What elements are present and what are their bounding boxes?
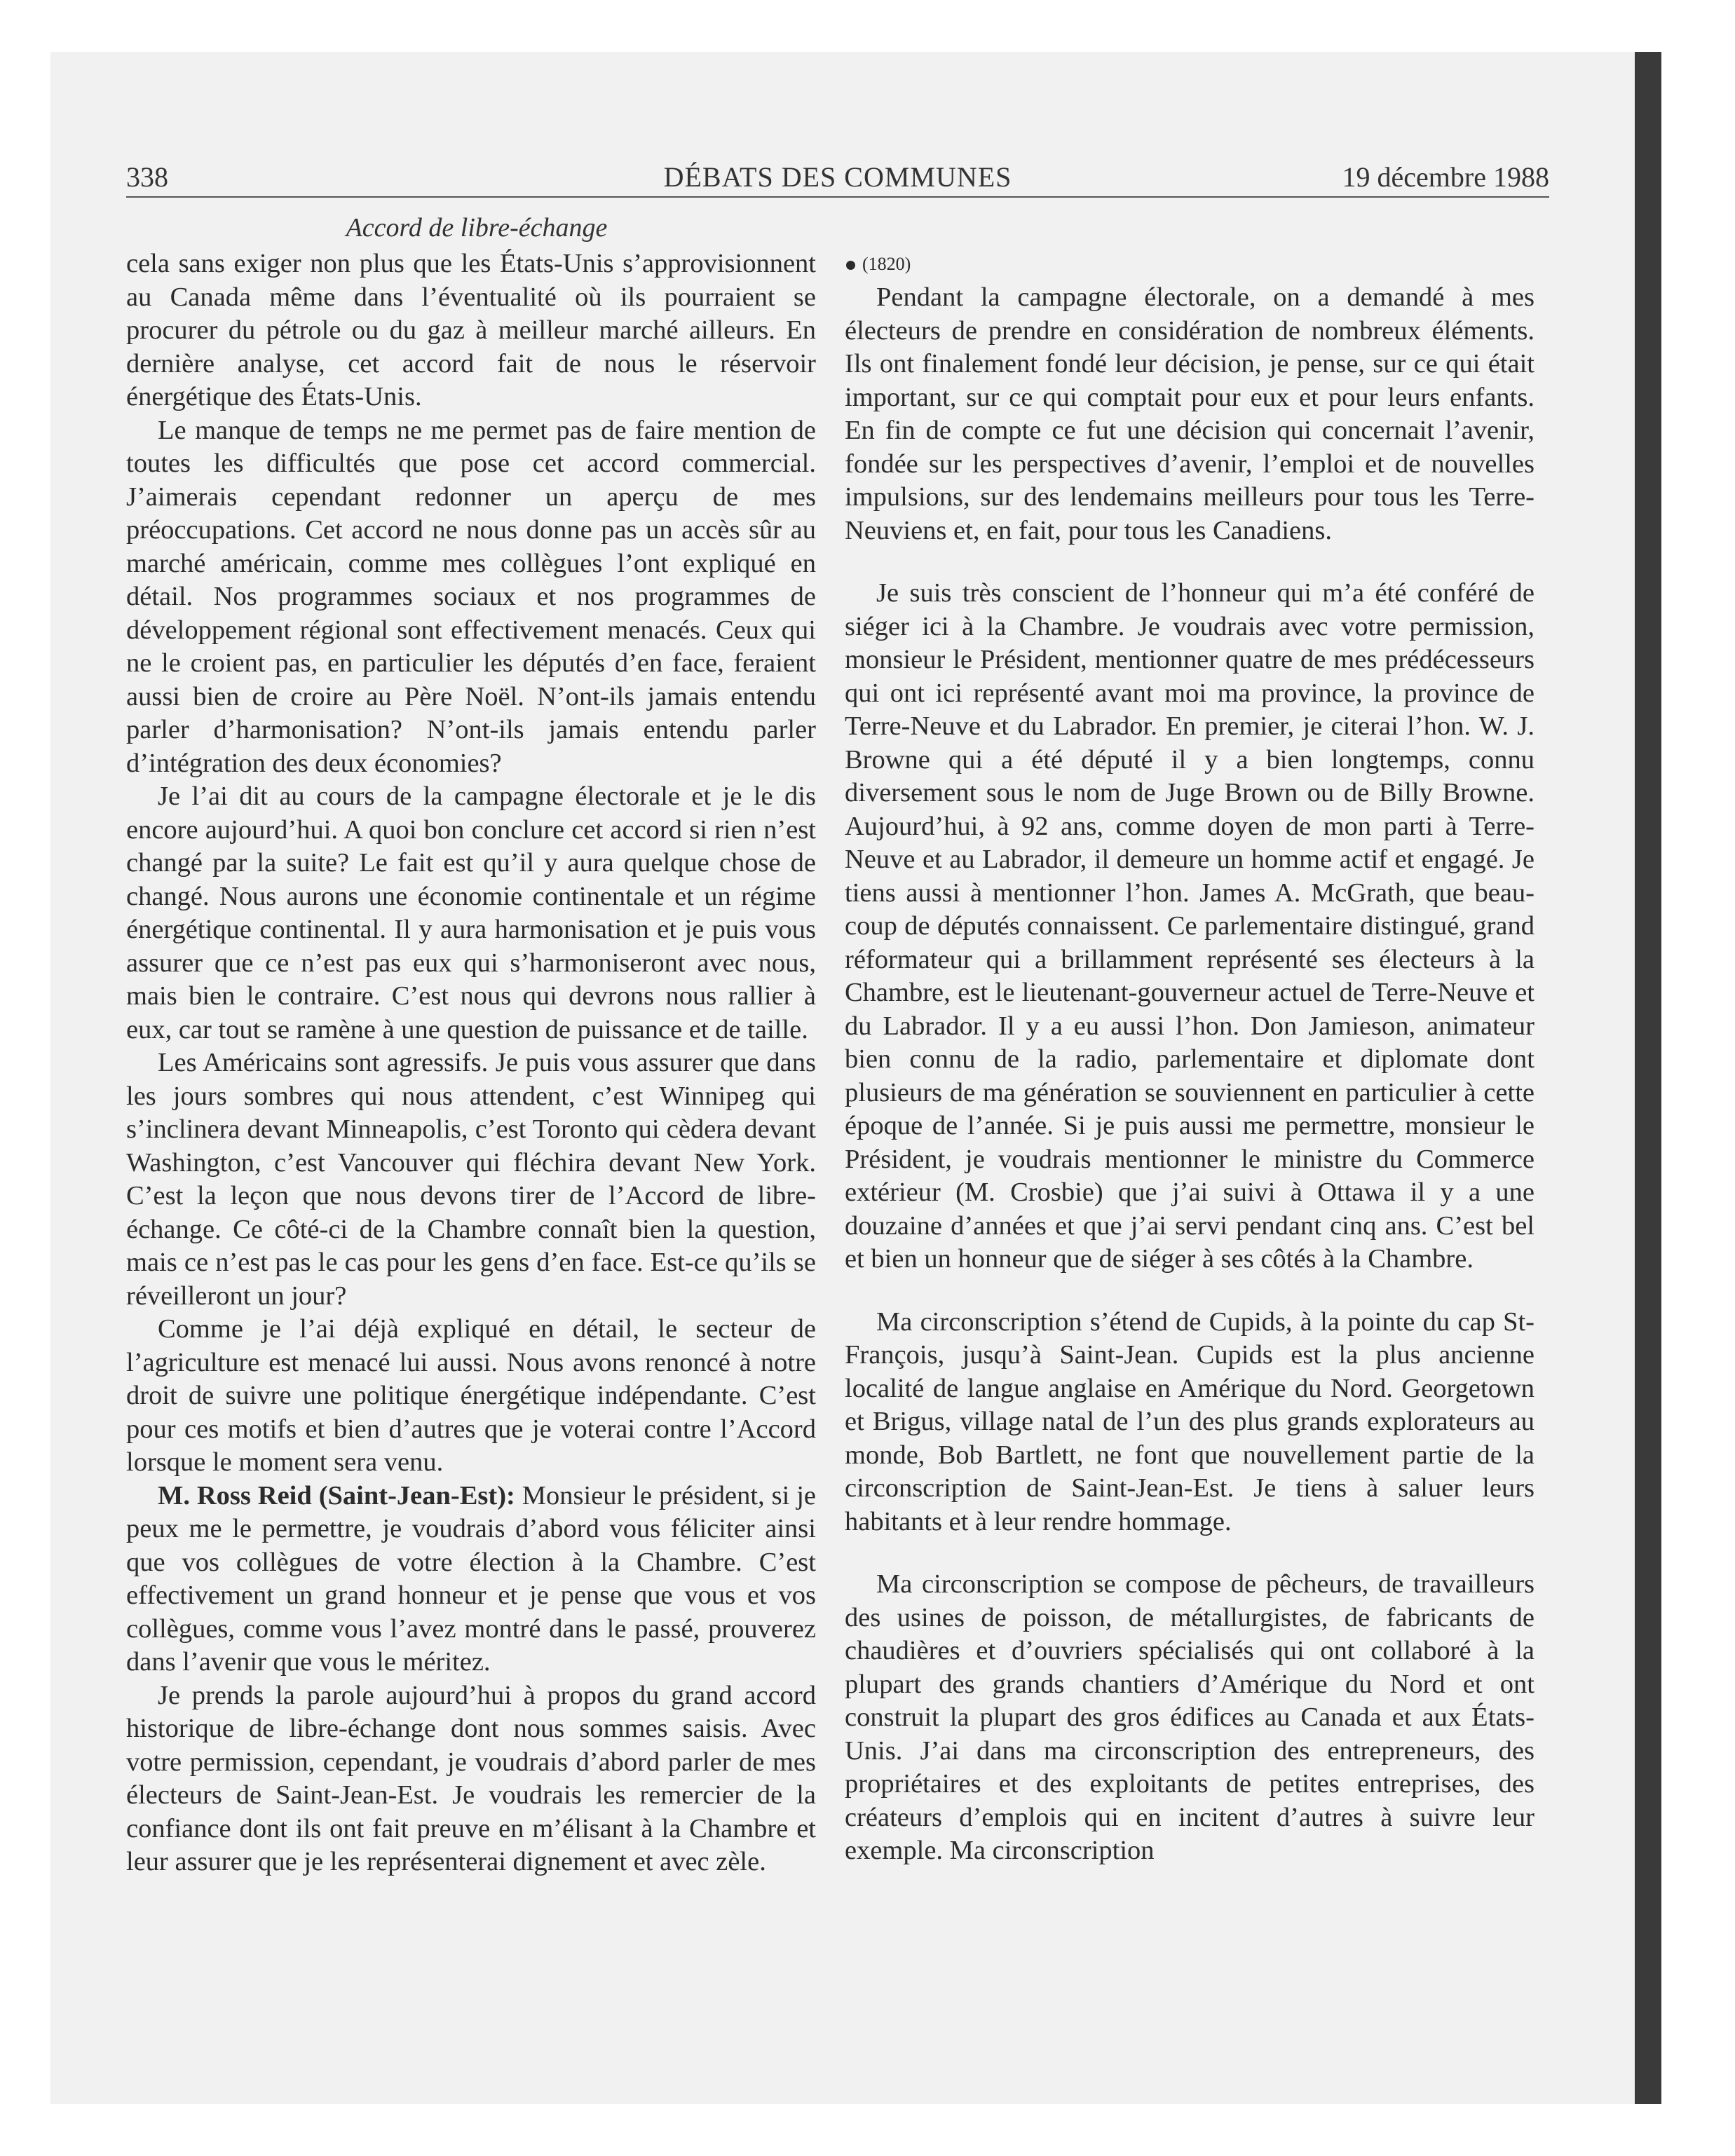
publication-title: DÉBATS DES COMMUNES bbox=[663, 161, 1012, 193]
paragraph: Je l’ai dit au cours de la campagne électorale et je le dis encore aujourd’hui. A quoi bon conclure cet accord si rien n’est changé par la suite? Le fait est qu’il y aura quelque chose de changé. Nous aurons une économie continentale et un régime énergétique continental. Il y aura harmonisation et je puis vous assurer que ce n’est pas eux qui s’harmoniseront avec nous, mais bien le contraire. C’est nous qui devrons nous rallier à eux, car tout se ramène à une question de puissance et de taille. bbox=[126, 782, 816, 1044]
paragraph: cela sans exiger non plus que les États-Unis s’approvisionnent au Canada même dans l’éventualité où ils pourraient se procurer du pétrole ou du gaz à meilleur marché ailleurs. En dernière analyse, cet accord fait de nous le réservoir énergétique des États-Unis. bbox=[126, 249, 816, 411]
paragraph: Ma circonscription s’étend de Cupids, à la pointe du cap St-François, jusqu’à Saint-Jean. Cupids est la plus ancienne localité de langue anglaise en Amérique du Nord. Georgetown et Brigus, village natal de l’un des plus grands explorateurs au monde, Bob Bartlett, ne font que nouvellement partie de la circonscription de Saint-Jean-Est. Je tiens à saluer leurs habitants et à leur rendre hommage. bbox=[845, 1306, 1535, 1536]
speech-paragraph bbox=[126, 1480, 816, 1679]
paragraph: Ma circonscription se compose de pêcheurs, de travailleurs des usines de poisson, de métallurgistes, de fabricants de chaudières et d’ouvriers spécialisés qui ont collaboré à la plupart des grands chantiers d’Amérique du Nord et ont construit la plupart des gros édifices au Canada et aux États-Unis. J’ai dans ma circonscription des entrepreneurs, des propriétaires et des exploitants de petites entreprises, des créateurs d’emplois qui en incitent d’autres à suivre leur exemple. Ma circonscription bbox=[845, 1569, 1535, 1865]
time-marker-text: (1820) bbox=[862, 254, 911, 274]
bullet-icon bbox=[846, 261, 855, 270]
header-rule bbox=[126, 196, 1549, 198]
paragraph: Je suis très conscient de l’honneur qui m’a été conféré de siéger ici à la Chambre. Je voudrais avec votre permission, monsieur le Président, mentionner quatre de mes prédécesseurs qui ont ici représenté avant moi ma province, la province de Terre-Neuve et du Labrador. En premier, je citerai l’hon. W. J. Browne qui a été député il y a bien longtemps, connu diversement sous le nom de Juge Brown ou de Billy Browne. Aujourd’hui, à 92 ans, comme doyen de mon parti à Terre-Neuve et au Labrador, il demeure un homme actif et engagé. Je tiens aussi à mentionner l’hon. James A. McGrath, que beaucoup de députés connaissent. Ce parlementaire distingué, grand réformateur qui a brillamment représenté ses électeurs à la Chambre, est le lieutenant-gouverneur actuel de Terre-Neuve et du Labrador. Il y a eu aussi l’hon. Don Jamieson, animateur bien connu de la radio, parlementaire et diplomate dont plusieurs de ma génération se souviennent en particulier à cette époque de l’année. Si je puis aussi me permettre, monsieur le Président, je voudrais mentionner le ministre du Commerce extérieur (M. Crosbie) que j’ai suivi à Ottawa il y a une douzaine d’années et que j’ai servi pendant cinq ans. C’est bel et bien un honneur que de siéger à ses côtés à la Chambre. bbox=[845, 578, 1535, 1274]
publication-date: 19 décembre 1988 bbox=[1342, 161, 1549, 193]
section-title: Accord de libre-échange bbox=[346, 213, 608, 243]
paragraph: Pendant la campagne électorale, on a demandé à mes électeurs de prendre en considération de nombreux éléments. Ils ont finalement fondé leur décision, je pense, sur ce qui était important, sur ce qui comptait pour eux et pour leurs enfants. En fin de compte ce fut une décision qui concernait l’avenir, fondée sur les perspectives d’avenir, l’emploi et de nouvelles impulsions, sur des lendemains meilleurs pour tous les Terre-Neuviens et, en fait, pour tous les Canadiens. bbox=[845, 282, 1535, 545]
paragraph: Les Américains sont agressifs. Je puis vous assurer que dans les jours sombres qui nous attendent, c’est Winnipeg qui s’inclinera devant Minneapolis, c’est Toronto qui cèdera devant Washington, c’est Vancouver qui fléchira devant New York. C’est la leçon que nous devons tirer de l’Accord de libre-échange. Ce côté-ci de la Chambre connaît bien la question, mais ce n’est pas le cas pour les gens d’en face. Est-ce qu’ils se réveilleront un jour? bbox=[126, 1048, 816, 1311]
time-marker bbox=[845, 247, 1535, 281]
right-column bbox=[845, 247, 1535, 1868]
paragraph: Le manque de temps ne me permet pas de faire mention de toutes les difficultés que pose cet accord commercial. J’aimerais cependant redonner un aperçu de mes préoccupations. Cet accord ne nous donne pas un accès sûr au marché américain, comme mes collègues l’ont expliqué en détail. Nos programmes sociaux et nos programmes de développement régional sont effectivement menacés. Ceux qui ne le croient pas, en particulier les députés d’en face, feraient aussi bien de croire au Père Noël. N’ont-ils jamais entendu parler d’harmonisation? N’ont-ils jamais entendu parler d’intégration des deux économies? bbox=[126, 415, 816, 778]
left-column bbox=[126, 247, 816, 1879]
page-header bbox=[126, 160, 1549, 195]
scan-edge-bar bbox=[1635, 52, 1661, 2104]
speaker-name: M. Ross Reid (Saint-Jean-Est): bbox=[158, 1480, 515, 1510]
page-number: 338 bbox=[126, 161, 168, 193]
paragraph: Comme je l’ai déjà expliqué en détail, le secteur de l’agriculture est menacé lui aussi. Nous avons renoncé à notre droit de suivre une politique énergétique indépendante. C’est pour ces motifs et bien d’autres que je voterai contre l’Accord lorsque le moment sera venu. bbox=[126, 1314, 816, 1477]
speech-text: Monsieur le président, si je peux me le permettre, je voudrais d’abord vous féliciter ainsi que vos collègues de votre élection à la Chambre. C’est effectivement un grand honneur et je pense que vous et vos collègues, comme vous l’avez montré dans le passé, prouverez dans l’avenir que vous le méritez. bbox=[126, 1480, 816, 1677]
paragraph: Je prends la parole aujourd’hui à propos du grand accord historique de libre-échange dont nous sommes saisis. Avec votre permission, cependant, je voudrais d’abord parler de mes électeurs de Saint-Jean-Est. Je voudrais les remercier de la confiance dont ils ont fait preuve en m’élisant à la Chambre et leur assurer que je les représenterai dignement et avec zèle. bbox=[126, 1680, 816, 1876]
